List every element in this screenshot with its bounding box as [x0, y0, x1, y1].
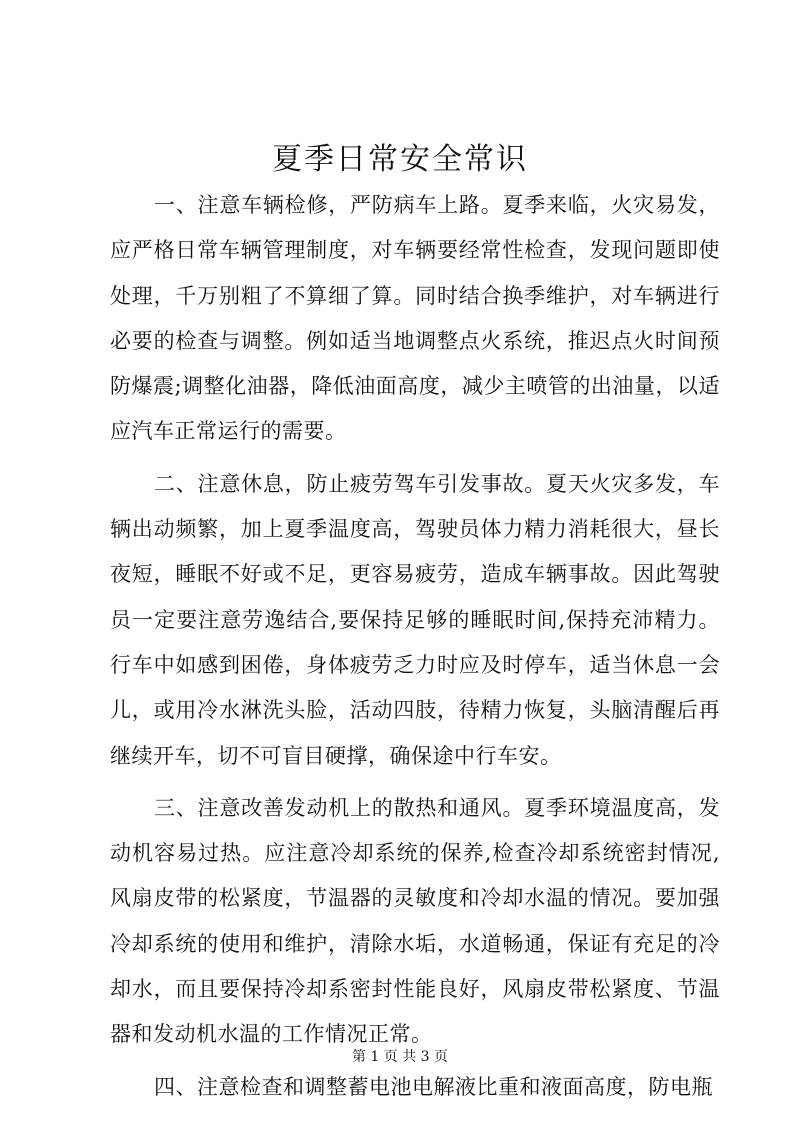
- paragraph-rest-fatigue: 二、注意休息，防止疲劳驾车引发事故。夏天火灾多发，车辆出动频繁，加上夏季温度高，驾驶员体力精力消耗很大，昼长夜短，睡眠不好或不足，更容易疲劳，造成车辆事故。因此驾驶员一定要注意劳逸结合,要保持足够的睡眠时间,保持充沛精力。行车中如感到困倦，身体疲劳乏力时应及时停车，适当休息一会儿，或用冷水淋洗头脸，活动四肢，待精力恢复，头脑清醒后再继续开车，切不可盲目硬撑，确保途中行车安。: [110, 471, 720, 768]
- paragraph-engine-cooling: 三、注意改善发动机上的散热和通风。夏季环境温度高，发动机容易过热。应注意冷却系统的保养,检查冷却系统密封情况,风扇皮带的松紧度，节温器的灵敏度和冷却水温的情况。要加强冷却系统的使用和维护，清除水垢，水道畅通，保证有充足的冷却水，而且要保持冷却系密封性能良好，风扇皮带松紧度、节温器和发动机水温的工作情况正常。: [110, 795, 720, 1047]
- document-title: 夏季日常安全常识: [272, 142, 528, 177]
- paragraph-vehicle-maintenance: 一、注意车辆检修，严防病车上路。夏季来临，火灾易发，应严格日常车辆管理制度，对车辆要经常性检查，发现问题即使处理，千万别粗了不算细了算。同时结合换季维护，对车辆进行必要的检查与调整。例如适当地调整点火系统，推迟点火时间预防爆震;调整化油器，降低油面高度，减少主喷管的出油量，以适应汽车正常运行的需要。: [110, 193, 720, 444]
- document-body: [110, 183, 720, 1117]
- paragraph-battery-check: 四、注意检查和调整蓄电池电解液比重和液面高度，防电瓶: [154, 1074, 713, 1099]
- page-footer: 第 1 页 共 3 页: [351, 1049, 449, 1065]
